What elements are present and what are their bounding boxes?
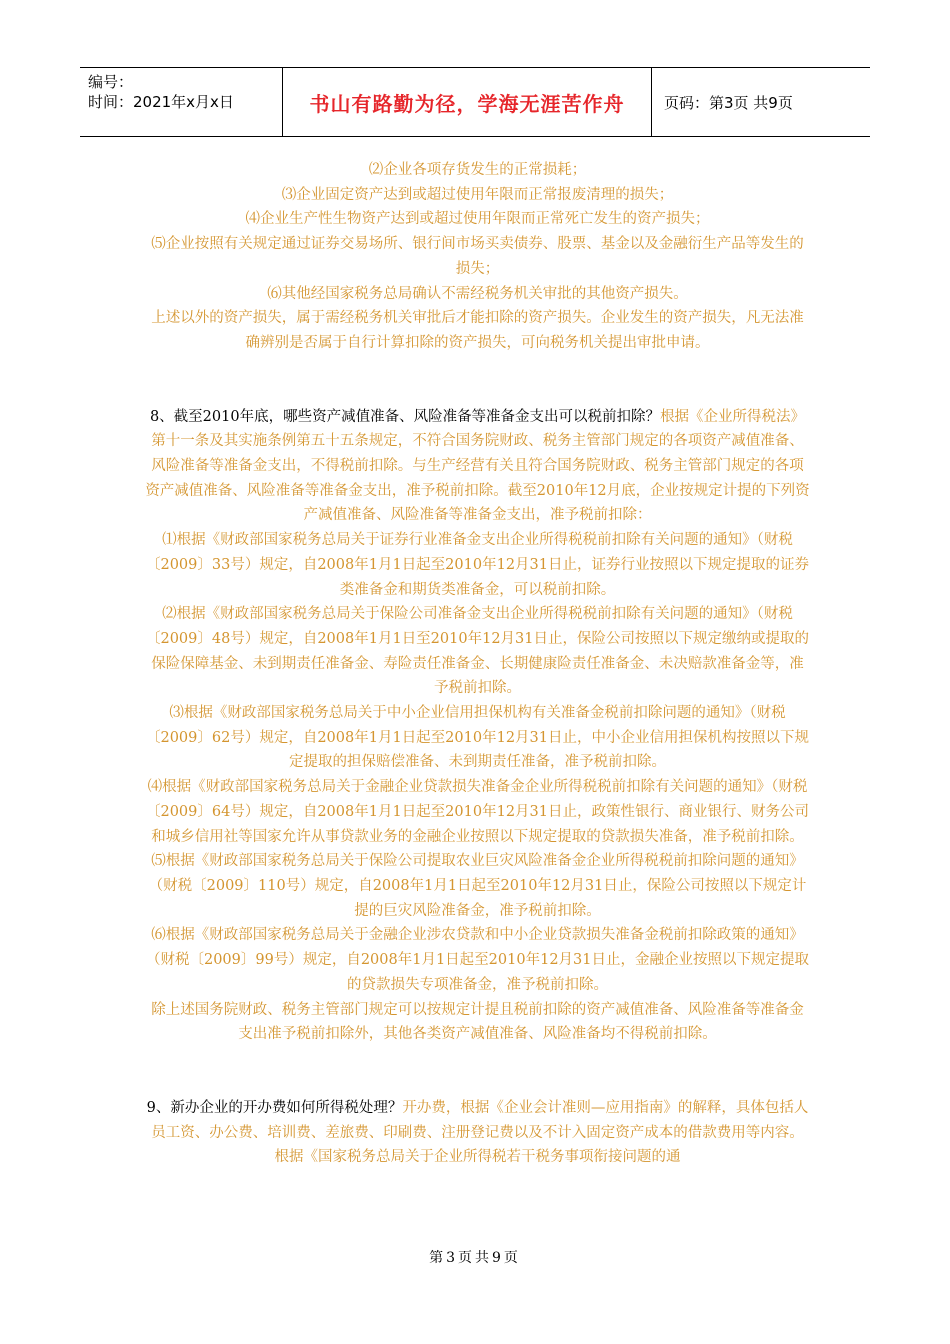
question-9 (145, 1096, 810, 1170)
paragraph: ⑹其他经国家税务总局确认不需经税务机关审批的其他资产损失。 (267, 285, 688, 302)
question-8-title: 8、截至2010年底，哪些资产减值准备、风险准备等准备金支出可以税前扣除？ (149, 408, 661, 425)
document-body (145, 158, 810, 1170)
list-item: ⑵根据《财政部国家税务总局关于保险公司准备金支出企业所得税税前扣除有关问题的通知》（财税〔2009〕48号）规定，自2008年1月1日至2010年12月31日止，保险公司按照以下规定缴纳或提取的保险保障基金、未到期责任准备金、寿险责任准备金、长期健康险责任准备金、未决赔款准备金等，准予税前扣除。 (145, 606, 809, 697)
header-info-cell (80, 68, 282, 136)
header-page-number: 页码：第3页 共9页 (664, 93, 793, 112)
paragraph: 除上述国务院财政、税务主管部门规定可以按规定计提且税前扣除的资产减值准备、风险准备等准备金支出准予税前扣除外，其他各类资产减值准备、风险准备均不得税前扣除。 (151, 1001, 804, 1043)
paragraph: ⑸企业按照有关规定通过证券交易场所、银行间市场买卖债券、股票、基金以及金融衍生产品等发生的损失； (151, 236, 804, 277)
list-item: ⑶根据《财政部国家税务总局关于中小企业信用担保机构有关准备金税前扣除问题的通知》（财税〔2009〕62号）规定，自2008年1月1日起至2010年12月31日止，中小企业信用担保机构按照以下规定提取的担保赔偿准备、未到期责任准备，准予税前扣除。 (145, 705, 809, 771)
paragraph: 上述以外的资产损失，属于需经税务机关审批后才能扣除的资产损失。企业发生的资产损失，凡无法准确辨别是否属于自行计算扣除的资产损失，可向税务机关提出审批申请。 (151, 310, 804, 351)
list-item: ⑸根据《财政部国家税务总局关于保险公司提取农业巨灾风险准备金企业所得税税前扣除问题的通知》（财税〔2009〕110号）规定，自2008年1月1日起至2010年12月31日止，保险公司按照以下规定计提的巨灾风险准备金，准予税前扣除。 (148, 853, 807, 919)
question-8-answer: 根据《企业所得税法》第十一条及其实施条例第五十五条规定，不符合国务院财政、税务主管部门规定的各项资产减值准备、风险准备等准备金支出，不得税前扣除。与生产经营有关且符合国务院财政、税务主管部门规定的各项资产减值准备、风险准备等准备金支出，准予税前扣除。截至2010年12月底，企业按规定计提的下列资产减值准备、风险准备等准备金支出，准予税前扣除： (145, 408, 810, 524)
paragraph: ⑶企业固定资产达到或超过使用年限而正常报废清理的损失； (281, 186, 674, 203)
paragraph: ⑵企业各项存货发生的正常损耗； (368, 162, 587, 178)
list-item: ⑴根据《财政部国家税务总局关于证券行业准备金支出企业所得税税前扣除有关问题的通知》（财税〔2009〕33号）规定，自2008年1月1日起至2010年12月31日止，证券行业按照以下规定提取的证券类准备金和期货类准备金，可以税前扣除。 (145, 532, 809, 598)
header-motto: 书山有路勤为径，学海无涯苦作舟 (282, 68, 652, 136)
question-9-title: 9、新办企业的开办费如何所得税处理？ (146, 1099, 403, 1116)
question-8 (145, 405, 810, 529)
list-item: ⑷根据《财政部国家税务总局关于金融企业贷款损失准备金企业所得税税前扣除有关问题的通知》（财税〔2009〕64号）规定，自2008年1月1日起至2010年12月31日止，政策性银行、商业银行、财务公司和城乡信用社等国家允许从事贷款业务的金融企业按照以下规定提取的贷款损失准备，准予税前扣除。 (145, 779, 809, 845)
page-footer: 第3页共9页 (429, 1250, 521, 1266)
question-9-answer: 开办费，根据《企业会计准则—应用指南》的解释，具体包括人员工资、办公费、培训费、差旅费、印刷费、注册登记费以及不计入固定资产成本的借款费用等内容。根据《国家税务总局关于企业所得税若干税务事项衔接问题的通 (151, 1099, 809, 1166)
paragraph: ⑷企业生产性生物资产达到或超过使用年限而正常死亡发生的资产损失； (245, 211, 710, 228)
document-date: 时间：2021年x月x日 (88, 93, 234, 111)
document-number: 编号： (88, 73, 134, 91)
page-header (80, 67, 870, 137)
list-item: ⑹根据《财政部国家税务总局关于金融企业涉农贷款和中小企业贷款损失准备金税前扣除政策的通知》（财税〔2009〕99号）规定，自2008年1月1日起至2010年12月31日止，金融企业按照以下规定提取的贷款损失专项准备金，准予税前扣除。 (145, 927, 809, 993)
